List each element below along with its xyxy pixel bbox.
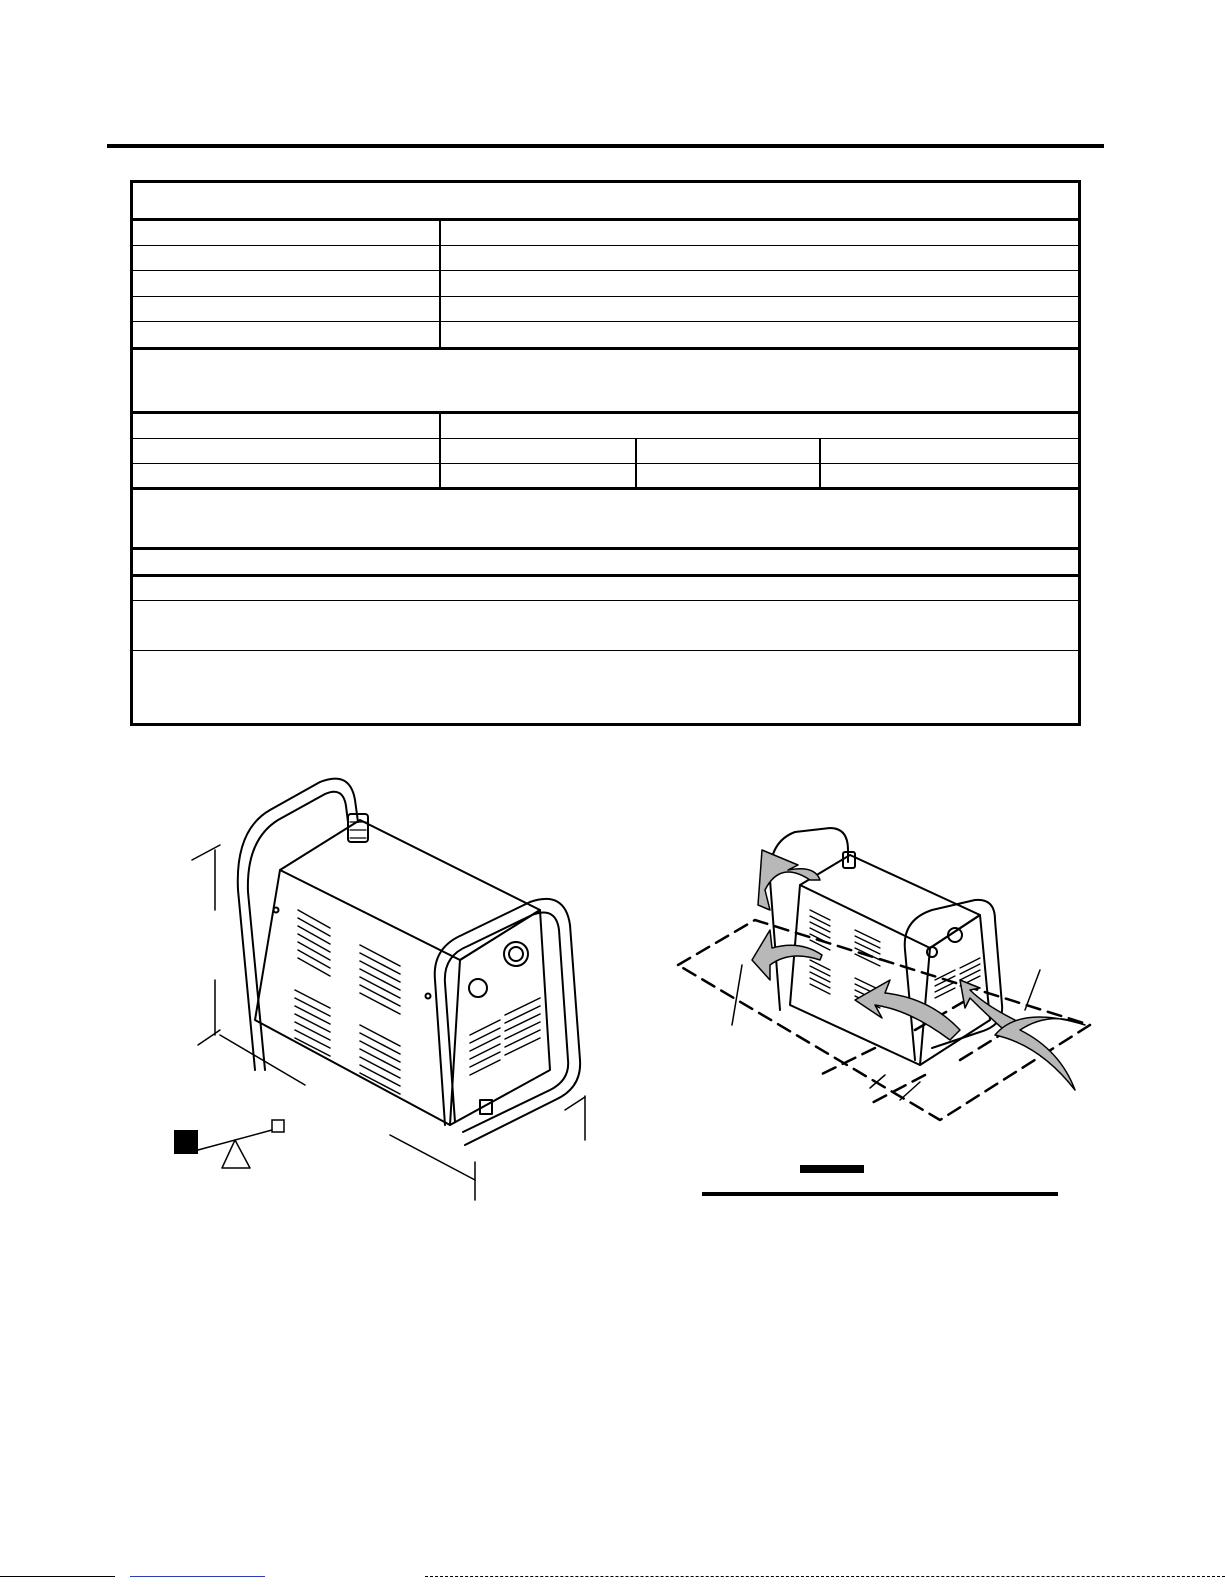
table-col-divider (819, 438, 821, 487)
power-supply-dimension-figure (160, 770, 600, 1220)
table-row-divider (133, 547, 1078, 550)
table-row-divider (133, 347, 1078, 350)
intake-arrow-front (855, 980, 960, 1040)
table-row-divider (133, 270, 1078, 271)
table-row-divider (133, 600, 1078, 601)
table-row-divider (133, 245, 1078, 246)
table-row-divider (133, 463, 1078, 464)
heavy-side-marker (174, 1130, 198, 1154)
table-row-divider (133, 487, 1078, 490)
table-row-divider (133, 438, 1078, 439)
page-footer (0, 1562, 1225, 1585)
figure-caption-marker (800, 1165, 864, 1173)
table-col-divider (439, 411, 441, 487)
top-rule (107, 144, 1104, 148)
table-row-divider (133, 296, 1078, 297)
light-side-marker (272, 1120, 284, 1132)
table-row-divider (133, 321, 1078, 322)
table-col-divider (635, 438, 637, 487)
table-row-divider (133, 650, 1078, 651)
specification-table (130, 180, 1081, 726)
table-col-divider (439, 218, 441, 347)
figure-caption-rule (702, 1192, 1058, 1196)
table-row-divider (133, 411, 1078, 414)
footer-rule (0, 1576, 115, 1577)
airflow-clearance-figure (670, 820, 1100, 1130)
footer-link-rule (130, 1576, 265, 1577)
table-row-divider (133, 574, 1078, 577)
intake-arrow-far (995, 1017, 1085, 1090)
footer-dashed-rule (425, 1576, 1225, 1577)
exhaust-arrow-top (758, 850, 820, 910)
table-row-divider (133, 218, 1078, 221)
